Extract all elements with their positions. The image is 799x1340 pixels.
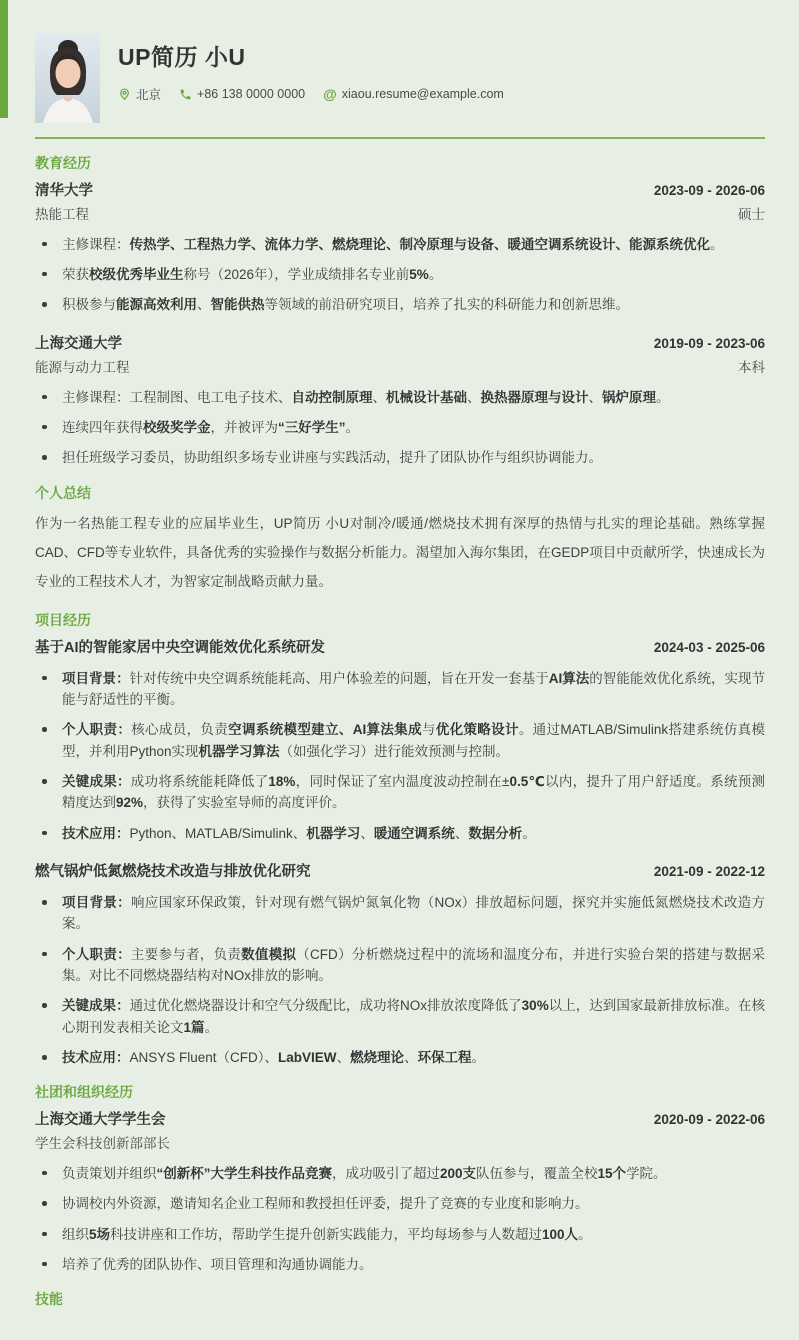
header-text <box>118 33 765 103</box>
bullet-item: 组织5场科技讲座和工作坊，帮助学生提升创新实践能力，平均每场参与人数超过100人。 <box>35 1224 765 1245</box>
bullet-item: 项目背景：响应国家环保政策，针对现有燃气锅炉氮氧化物（NOx）排放超标问题，探究并实施低氮燃烧技术改造方案。 <box>35 892 765 935</box>
entry-date: 2019-09 - 2023-06 <box>653 335 765 351</box>
bullet-list <box>35 234 765 316</box>
contact-email-text: xiaou.resume@example.com <box>341 87 504 101</box>
section-summary <box>35 484 765 597</box>
resume-body <box>0 154 799 1340</box>
entry-header <box>35 860 765 881</box>
candidate-name: UP简历 小U <box>118 44 246 70</box>
entry <box>35 1108 765 1275</box>
section-title: 教育经历 <box>35 155 91 171</box>
section-projects <box>35 611 765 1068</box>
bullet-item: 个人职责：核心成员，负责空调系统模型建立、AI算法集成与优化策略设计。通过MATLAB/Simulink搭建系统仿真模型，并利用Python实现机器学习算法（如强化学习）进行能效预测与控制。 <box>35 719 765 762</box>
section-title: 社团和组织经历 <box>35 1084 133 1101</box>
entry-degree: 硕士 <box>738 206 765 222</box>
entry-date: 2024-03 - 2025-06 <box>653 639 765 655</box>
bullet-item: 主修课程：工程制图、电工电子技术、自动控制原理、机械设计基础、换热器原理与设计、锅炉原理。 <box>35 387 765 408</box>
profile-photo-illustration <box>35 33 100 123</box>
entry-date: 2023-09 - 2026-06 <box>653 182 765 198</box>
entry-title: 上海交通大学 <box>35 335 122 352</box>
entry-title: 基于AI的智能家居中央空调能效优化系统研发 <box>35 639 325 656</box>
bullet-item: 技术应用：ANSYS Fluent（CFD）、LabVIEW、燃烧理论、环保工程。 <box>35 1047 765 1068</box>
entry <box>35 636 765 844</box>
entry-degree: 本科 <box>738 359 765 375</box>
contact-location-text: 北京 <box>136 88 162 102</box>
entry-title: 上海交通大学学生会 <box>35 1111 166 1128</box>
bullet-item: 负责策划并组织“创新杯”大学生科技作品竞赛，成功吸引了超过200支队伍参与，覆盖全校15个学院。 <box>35 1163 765 1184</box>
bullet-item: 培养了优秀的团队协作、项目管理和沟通协调能力。 <box>35 1254 765 1275</box>
bullet-item: 连续四年获得校级奖学金，并被评为“三好学生”。 <box>35 417 765 438</box>
bullet-list <box>35 1163 765 1275</box>
bullet-item: 关键成果：成功将系统能耗降低了18%，同时保证了室内温度波动控制在±0.5℃以内，提升了用户舒适度。系统预测精度达到92%，获得了实验室导师的高度评价。 <box>35 771 765 814</box>
entry-header <box>35 179 765 200</box>
entry-header <box>35 332 765 353</box>
at-icon: @ <box>323 86 337 102</box>
bullet-item: 项目背景：针对传统中央空调系统能耗高、用户体验差的问题，旨在开发一套基于AI算法的智能能效优化系统，实现节能与舒适性的平衡。 <box>35 668 765 711</box>
entry-header <box>35 636 765 657</box>
section-skills <box>35 1290 765 1310</box>
entry-subtitle <box>35 356 765 376</box>
profile-photo <box>35 33 100 123</box>
header-divider <box>35 137 765 139</box>
summary-paragraph: 作为一名热能工程专业的应届毕业生，UP简历 小U对制冷/暖通/燃烧技术拥有深厚的热情与扎实的理论基础。熟练掌握CAD、CFD等专业软件，具备优秀的实验操作与数据分析能力。渴望加入海尔集团，在GEDP项目中贡献所学，快速成长为专业的工程技术人才，为智家定制战略贡献力量。 <box>35 516 765 590</box>
entry <box>35 860 765 1068</box>
contact-row <box>118 85 765 103</box>
entry-header <box>35 1108 765 1129</box>
bullet-item: 协调校内外资源，邀请知名企业工程师和教授担任评委，提升了竞赛的专业度和影响力。 <box>35 1193 765 1214</box>
section-education <box>35 154 765 469</box>
bullet-item: 主修课程：传热学、工程热力学、流体力学、燃烧理论、制冷原理与设备、暖通空调系统设计、能源系统优化。 <box>35 234 765 255</box>
bullet-list <box>35 387 765 469</box>
bullet-item: 荣获校级优秀毕业生称号（2026年），学业成绩排名专业前5%。 <box>35 264 765 285</box>
entry <box>35 179 765 316</box>
location-pin-icon <box>118 88 131 101</box>
bullet-item: 关键成果：通过优化燃烧器设计和空气分级配比，成功将NOx排放浓度降低了30%以上，达到国家最新排放标准。在核心期刊发表相关论文1篇。 <box>35 995 765 1038</box>
contact-email <box>323 87 504 101</box>
entry-subtitle <box>35 203 765 223</box>
contact-phone <box>179 87 305 101</box>
entry-date: 2021-09 - 2022-12 <box>653 864 765 880</box>
entry-role: 热能工程 <box>35 206 89 222</box>
contact-location <box>118 85 161 103</box>
entry-date: 2020-09 - 2022-06 <box>653 1111 765 1127</box>
entry-role: 学生会科技创新部部长 <box>35 1135 170 1151</box>
bullet-item: 担任班级学习委员，协助组织多场专业讲座与实践活动，提升了团队协作与组织协调能力。 <box>35 447 765 468</box>
resume-header <box>0 0 799 123</box>
entry-title: 燃气锅炉低氮燃烧技术改造与排放优化研究 <box>35 864 311 881</box>
accent-stripe <box>0 0 8 118</box>
contact-phone-text: +86 138 0000 0000 <box>197 87 306 101</box>
entry <box>35 332 765 469</box>
bullet-item: 个人职责：主要参与者，负责数值模拟（CFD）分析燃烧过程中的流场和温度分布，并进行实验台架的搭建与数据采集。对比不同燃烧器结构对NOx排放的影响。 <box>35 944 765 987</box>
bullet-list <box>35 668 765 844</box>
section-title: 技能 <box>35 1291 63 1308</box>
bullet-item: 积极参与能源高效利用、智能供热等领域的前沿研究项目，培养了扎实的科研能力和创新思维。 <box>35 294 765 315</box>
phone-icon <box>179 88 192 101</box>
entry-role: 能源与动力工程 <box>35 359 130 375</box>
entry-title: 清华大学 <box>35 182 93 199</box>
entry-subtitle <box>35 1132 765 1152</box>
section-organizations <box>35 1083 765 1275</box>
bullet-list <box>35 892 765 1068</box>
section-title: 个人总结 <box>35 484 91 501</box>
bullet-item: 技术应用：Python、MATLAB/Simulink、机器学习、暖通空调系统、数据分析。 <box>35 823 765 844</box>
section-title: 项目经历 <box>35 612 91 629</box>
